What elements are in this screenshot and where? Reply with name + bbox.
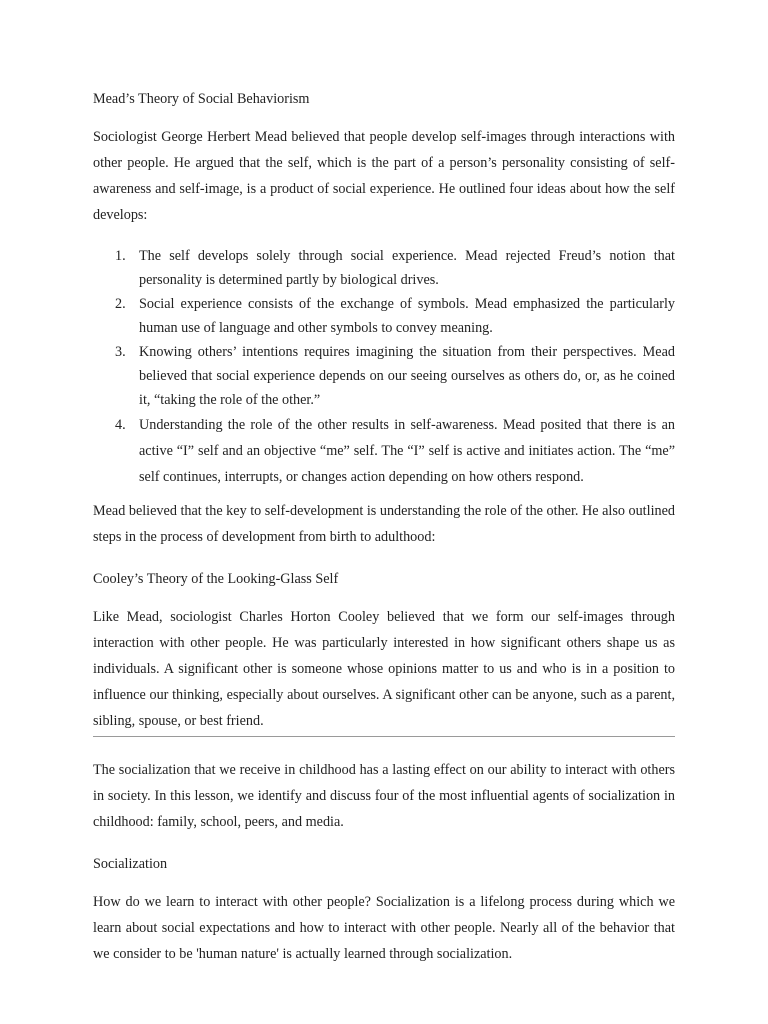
list-item: [93, 340, 675, 412]
socialization-paragraph: How do we learn to interact with other people? Socialization is a lifelong process during which we learn about social expectations and how to interact with other people. Nearly all of the behavior that we consider to be 'human nature' is actually learned through socialization.: [93, 894, 675, 962]
list-item-text: Understanding the role of the other results in self-awareness. Mead posited that there is an active “I” self and an objective “me” self. The “I” self is active and initiates action. The “me” self continues, interrupts, or changes action depending on how others respond.: [139, 417, 675, 485]
cooley-section-title: Cooley’s Theory of the Looking-Glass Self: [93, 571, 339, 587]
list-item: [93, 292, 675, 340]
document-page: [93, 86, 675, 983]
socialization-section-title: Socialization: [93, 856, 168, 872]
list-item-number: 1.: [115, 248, 126, 264]
list-item-text: Knowing others’ intentions requires imagining the situation from their perspectives. Mead believed that social experience depends on our seeing ourselves as others do, or, as he coined it, “taking the role of the other.”: [139, 344, 675, 408]
mead-ideas-list: [93, 244, 675, 490]
list-item-number: 2.: [115, 296, 126, 312]
list-item-number: 3.: [115, 344, 126, 360]
section-divider: [93, 736, 675, 737]
list-item: [93, 244, 675, 292]
list-item: [93, 412, 675, 490]
agents-intro-paragraph: The socialization that we receive in childhood has a lasting effect on our ability to interact with others in society. In this lesson, we identify and discuss four of the most influential agents of socialization in childhood: family, school, peers, and media.: [93, 762, 675, 830]
mead-section-title: Mead’s Theory of Social Behaviorism: [93, 91, 310, 107]
cooley-paragraph: Like Mead, sociologist Charles Horton Cooley believed that we form our self-images through interaction with other people. He was particularly interested in how significant others shape us as individuals. A significant other is someone whose opinions matter to us and who is in a position to influence our thinking, especially about ourselves. A significant other can be anyone, such as a parent, sibling, spouse, or best friend.: [93, 609, 675, 729]
mead-conclusion-paragraph: Mead believed that the key to self-development is understanding the role of the other. He also outlined steps in the process of development from birth to adulthood:: [93, 503, 675, 545]
mead-intro-paragraph: Sociologist George Herbert Mead believed that people develop self-images through interactions with other people. He argued that the self, which is the part of a person’s personality consisting of self-awareness and self-image, is a product of social experience. He outlined four ideas about how the self develops:: [93, 129, 675, 223]
list-item-text: Social experience consists of the exchange of symbols. Mead emphasized the particularly human use of language and other symbols to convey meaning.: [139, 296, 675, 336]
list-item-number: 4.: [115, 417, 126, 433]
list-item-text: The self develops solely through social experience. Mead rejected Freud’s notion that personality is determined partly by biological drives.: [139, 248, 675, 288]
